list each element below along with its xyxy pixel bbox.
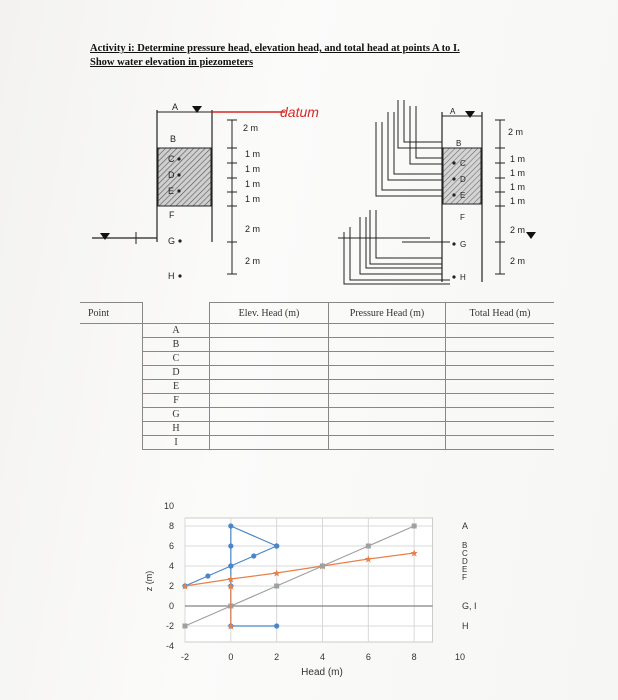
table-row [80,352,554,366]
point-cell: A [143,324,210,338]
point-label: B [170,134,177,144]
point-cell: I [143,436,210,450]
data-point [274,623,279,628]
chart-point-label: F [462,573,467,582]
table-row [80,324,554,338]
col-header-point: Point [80,303,143,324]
data-point [366,544,371,549]
point-label: F [460,213,465,222]
datum-label: datum [280,104,319,120]
empty-cell [329,408,446,422]
data-point [183,624,188,629]
chart-point-label: A [462,521,469,531]
empty-cell [329,352,446,366]
chart-point-label: G, I [462,601,477,611]
y-tick-label: -2 [165,621,174,631]
dim-label: 1 m [245,194,261,204]
dim-label: 1 m [245,179,261,189]
right-piezometer-diagram [330,92,570,292]
point-label: E [460,191,466,200]
point-label: A [450,107,456,116]
x-tick-label: 10 [454,652,466,662]
empty-cell [210,338,329,352]
empty-cell [80,324,143,338]
title-line-2: Show water elevation in piezometers [90,57,254,68]
empty-cell [329,436,446,450]
chart-x-axis-label: Head (m) [301,667,343,678]
empty-cell [210,324,329,338]
y-tick-label: 6 [168,541,174,551]
dim-label: 2 m [508,127,524,137]
empty-cell [210,366,329,380]
dim-label: 1 m [245,149,261,159]
data-point [205,573,210,578]
point-cell: G [143,408,210,422]
y-tick-label: -4 [165,641,174,651]
point-label: F [169,210,175,220]
chart-point-label: H [462,621,469,631]
table-row [80,436,554,450]
empty-cell [80,394,143,408]
dim-label: 2 m [245,224,261,234]
table-row [80,422,554,436]
empty-cell [80,380,143,394]
data-point [274,584,279,589]
data-point [228,563,233,568]
empty-cell [210,352,329,366]
head-chart [90,476,530,686]
col-header-elev: Elev. Head (m) [210,303,329,324]
table-row [80,394,554,408]
y-tick-label: 8 [168,521,174,531]
empty-cell [80,338,143,352]
water-level-icon [526,232,536,239]
point-cell: D [143,366,210,380]
y-tick-label: 10 [163,501,174,511]
data-point [228,523,233,528]
col-header-pressure: Pressure Head (m) [329,303,446,324]
empty-cell [80,352,143,366]
x-tick-label: -2 [180,652,190,662]
empty-cell [80,408,143,422]
empty-cell [446,422,555,436]
empty-cell [446,324,555,338]
x-tick-label: 0 [228,652,234,662]
data-point [228,543,233,548]
point-label: G [460,240,467,249]
dim-label: 2 m [245,256,261,266]
point-cell: B [143,338,210,352]
chart-point-label: C [462,549,468,558]
empty-cell [329,324,446,338]
dim-label: 1 m [510,168,526,178]
chart-point-label: B [462,541,468,550]
empty-cell [446,436,555,450]
title-line-1: Activity i: Determine pressure head, elevation head, and total head at points A to I. [90,43,460,54]
point-label: H [460,273,466,282]
empty-cell [329,338,446,352]
empty-cell [80,422,143,436]
x-tick-label: 2 [274,652,280,662]
point-cell: F [143,394,210,408]
point-label: C [168,154,175,164]
y-tick-label: 2 [168,581,174,591]
empty-cell [446,408,555,422]
water-level-icon [100,233,110,240]
empty-cell [446,380,555,394]
y-tick-label: 4 [168,561,174,571]
chart-y-axis-label: z (m) [144,570,154,592]
point-label: D [460,175,466,184]
point-label: D [168,170,175,180]
empty-cell [446,394,555,408]
point-label: A [172,102,179,112]
empty-cell [329,422,446,436]
empty-cell [210,380,329,394]
point-label: H [168,271,175,281]
dim-label: 1 m [245,164,261,174]
empty-cell [210,436,329,450]
empty-cell [210,394,329,408]
water-level-icon [465,111,475,118]
empty-cell [446,366,555,380]
piezometer-tubes [338,100,450,284]
empty-cell [446,352,555,366]
point-label: C [460,159,466,168]
point-cell: H [143,422,210,436]
dim-label: 2 m [243,123,259,133]
empty-cell [210,422,329,436]
empty-cell [329,380,446,394]
soil-sample [158,148,211,206]
x-tick-label: 4 [319,652,326,662]
data-point [412,524,417,529]
x-tick-label: 6 [365,652,371,662]
point-label: G [168,236,176,246]
dim-label: 2 m [510,225,526,235]
dim-label: 2 m [510,256,526,266]
dim-label: 1 m [510,154,526,164]
empty-cell [329,366,446,380]
x-tick-label: 8 [411,652,417,662]
table-row [80,366,554,380]
table-row [80,408,554,422]
chart-point-label: D [462,557,468,566]
data-point [320,564,325,569]
point-cell: C [143,352,210,366]
dim-label: 1 m [510,196,526,206]
dim-label: 1 m [510,182,526,192]
chart-point-label: E [462,565,468,574]
empty-cell [80,366,143,380]
head-table [80,302,554,450]
data-point [274,543,279,548]
empty-cell [80,436,143,450]
table-row [80,338,554,352]
empty-cell [329,394,446,408]
table-body [80,324,554,450]
y-tick-label: 0 [168,601,174,611]
col-header-total: Total Head (m) [446,303,555,324]
point-cell: E [143,380,210,394]
data-point [251,553,256,558]
left-soil-diagram [80,92,340,292]
empty-cell [210,408,329,422]
point-label: B [456,139,462,148]
point-label: E [168,186,175,196]
empty-cell [446,338,555,352]
activity-title [90,42,460,70]
table-row [80,380,554,394]
